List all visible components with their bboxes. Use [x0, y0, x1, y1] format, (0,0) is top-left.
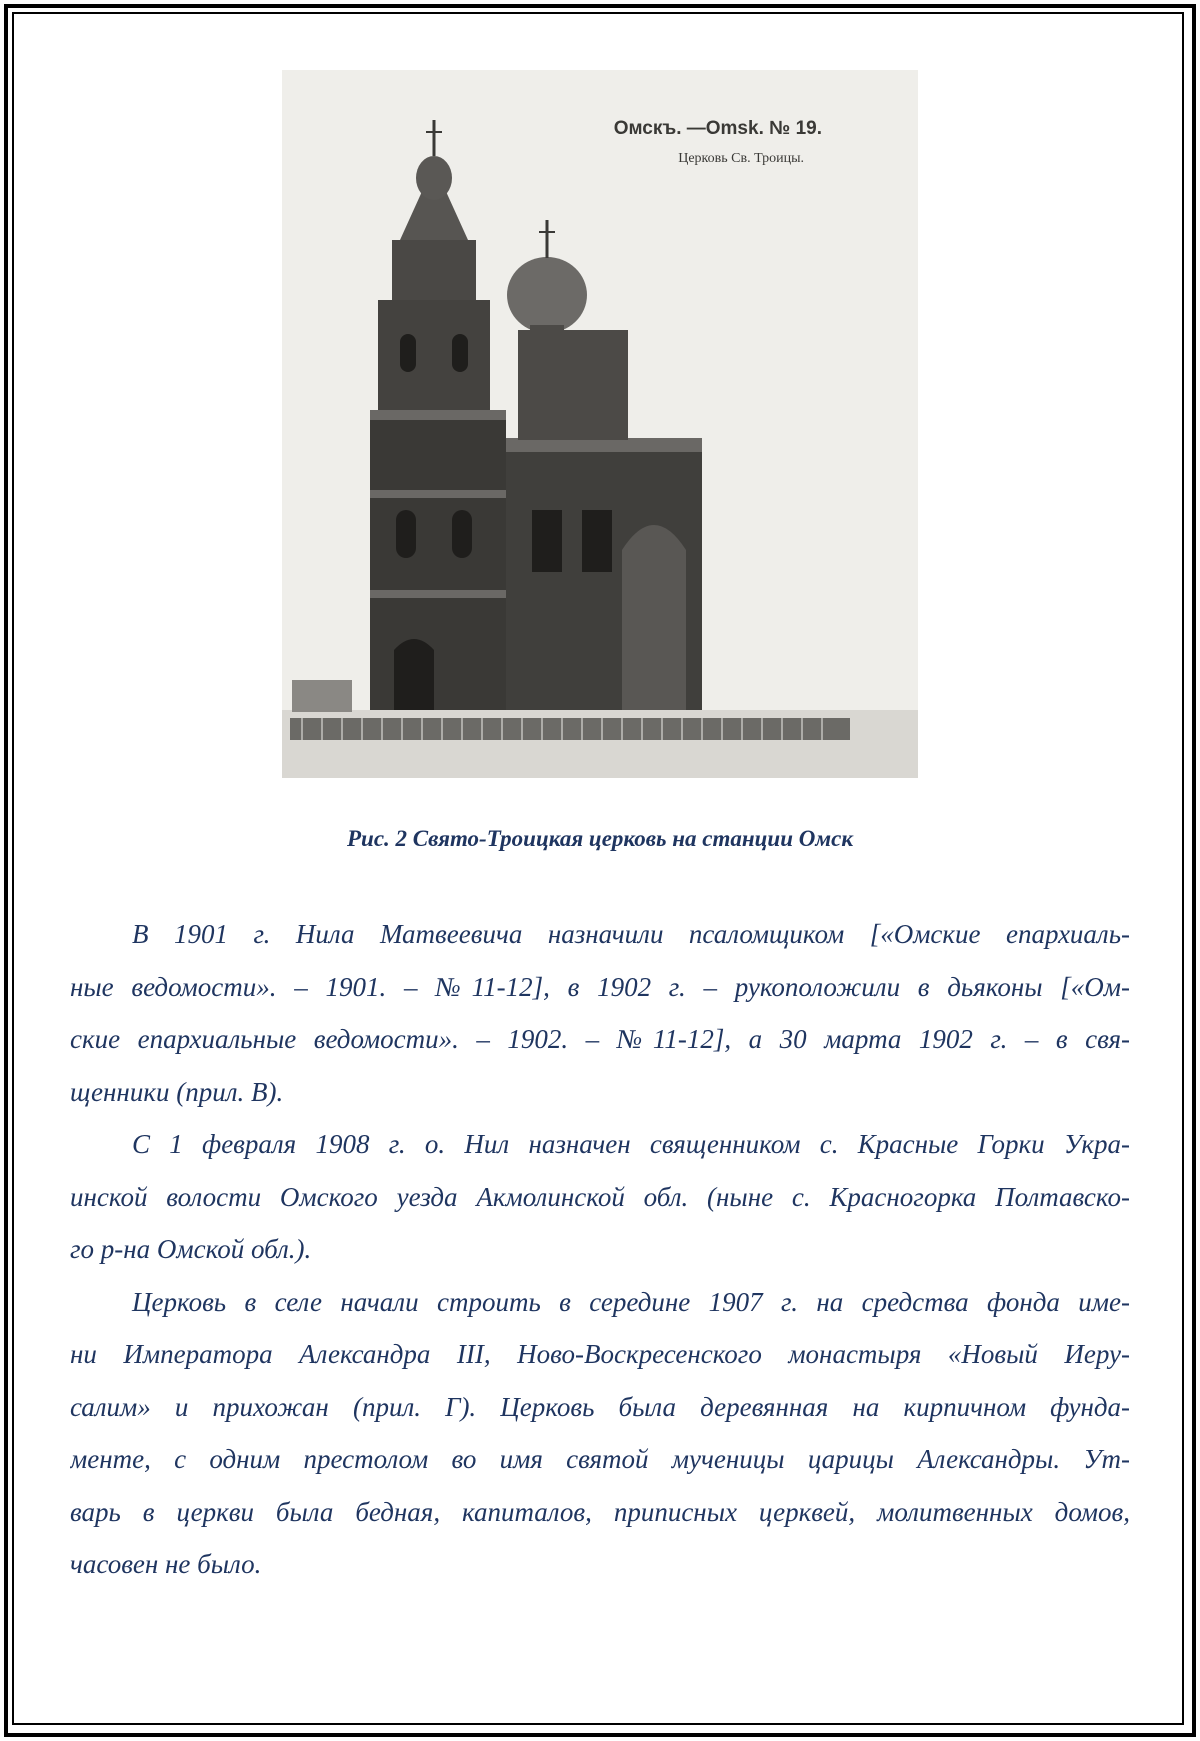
text-line: ские епархиальные ведомости». – 1902. – №11-12], а 30 марта 1902 г. – в свя-	[70, 1024, 1130, 1054]
postcard-header: Омскъ. —Omsk. № 19.	[613, 118, 822, 139]
postcard-subtitle: Церковь Св. Троицы.	[678, 151, 804, 166]
text-line: ни Императора Александра III, Ново-Воскресенского монастыря «Новый Иеру-	[70, 1339, 1130, 1369]
text-line: щенники (прил. В).	[70, 1076, 284, 1107]
text-line: В 1901 г. Нила Матвеевича назначили псаломщиком [«Омские епархиаль-	[132, 919, 1130, 949]
text-line: салим» и прихожан (прил. Г). Церковь была деревянная на кирпичном фунда-	[70, 1391, 1130, 1422]
text-line: С 1 февраля 1908 г. о. Нил назначен священником с. Красные Горки Укра-	[132, 1129, 1130, 1159]
text-line: го р-на Омской обл.).	[70, 1234, 312, 1264]
text-line: варь в церкви была бедная, капиталов, приписных церквей, молитвенных домов,	[70, 1496, 1130, 1527]
text-line: часовен не было.	[70, 1549, 262, 1579]
text-line: инской волости Омского уезда Акмолинской обл. (ныне с. Красногорка Полтавско-	[70, 1181, 1130, 1212]
church-photo	[282, 70, 918, 778]
text-line: ные ведомости». – 1901. – №11-12], в 1902 г. – рукоположили в дьяконы [«Ом-	[70, 971, 1130, 1002]
figure-caption: Рис. 2 Свято-Троицкая церковь на станции Омск	[346, 826, 853, 851]
text-line: менте, с одним престолом во имя святой мученицы царицы Александры. Ут-	[70, 1444, 1130, 1474]
body-text	[70, 908, 1130, 1591]
text-line: Церковь в селе начали строить в середине 1907 г. на средства фонда име-	[132, 1286, 1130, 1317]
